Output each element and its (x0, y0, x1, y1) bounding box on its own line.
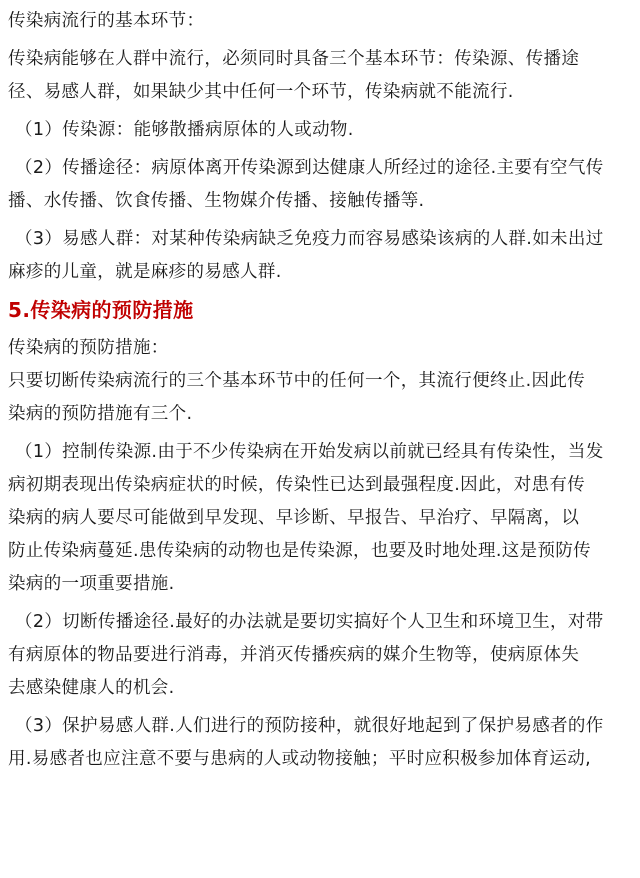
paragraph-line: 传染病能够在人群中流行，必须同时具备三个基本环节：传染源、传播途 (8, 49, 580, 69)
paragraph-line: 只要切断传染病流行的三个基本环节中的任何一个，其流行便终止.因此传 (8, 371, 586, 391)
paragraph-line: 播、水传播、饮食传播、生物媒介传播、接触传播等. (8, 191, 425, 211)
list-item-susceptible: （3）易感人群：对某种传染病缺乏免疫力而容易感染该病的人群.如未出过 (15, 229, 604, 249)
paragraph-line: 染病的病人要尽可能做到早发现、早诊断、早报告、早治疗、早隔离，以 (8, 508, 580, 528)
list-item-route: （2）传播途径：病原体离开传染源到达健康人所经过的途径.主要有空气传 (15, 158, 604, 178)
list-item-cut-route: （2）切断传播途径.最好的办法就是要切实搞好个人卫生和环境卫生，对带 (15, 612, 604, 632)
paragraph-line: 防止传染病蔓延.患传染病的动物也是传染源，也要及时地处理.这是预防传 (8, 541, 592, 561)
paragraph-line: 麻疹的儿童，就是麻疹的易感人群. (8, 262, 282, 282)
paragraph-subheading: 传染病流行的基本环节： (8, 11, 205, 31)
paragraph-line: 用.易感者也应注意不要与患病的人或动物接触；平时应积极参加体育运动, (8, 749, 592, 769)
paragraph-line: 染病的预防措施有三个. (8, 404, 193, 424)
paragraph-line: 病初期表现出传染病症状的时候，传染性已达到最强程度.因此，对患有传 (8, 475, 586, 495)
paragraph-line: 染病的一项重要措施. (8, 574, 175, 594)
section-transmission-basics (8, 8, 632, 285)
section-heading: 5.传染病的预防措施 (8, 298, 194, 322)
list-item-control-source: （1）控制传染源.由于不少传染病在开始发病以前就已经具有传染性，当发 (15, 442, 604, 462)
paragraph-line: 有病原体的物品要进行消毒，并消灭传播疾病的媒介生物等，使病原体失 (8, 645, 580, 665)
paragraph-line: 去感染健康人的机会. (8, 678, 175, 698)
paragraph-subheading: 传染病的预防措施： (8, 338, 169, 358)
list-item-source: （1）传染源：能够散播病原体的人或动物. (15, 120, 354, 140)
paragraph-line: 径、易感人群，如果缺少其中任何一个环节，传染病就不能流行. (8, 82, 514, 102)
section-prevention (8, 335, 632, 772)
list-item-protect-susceptible: （3）保护易感人群.人们进行的预防接种，就很好地起到了保护易感者的作 (15, 716, 604, 736)
